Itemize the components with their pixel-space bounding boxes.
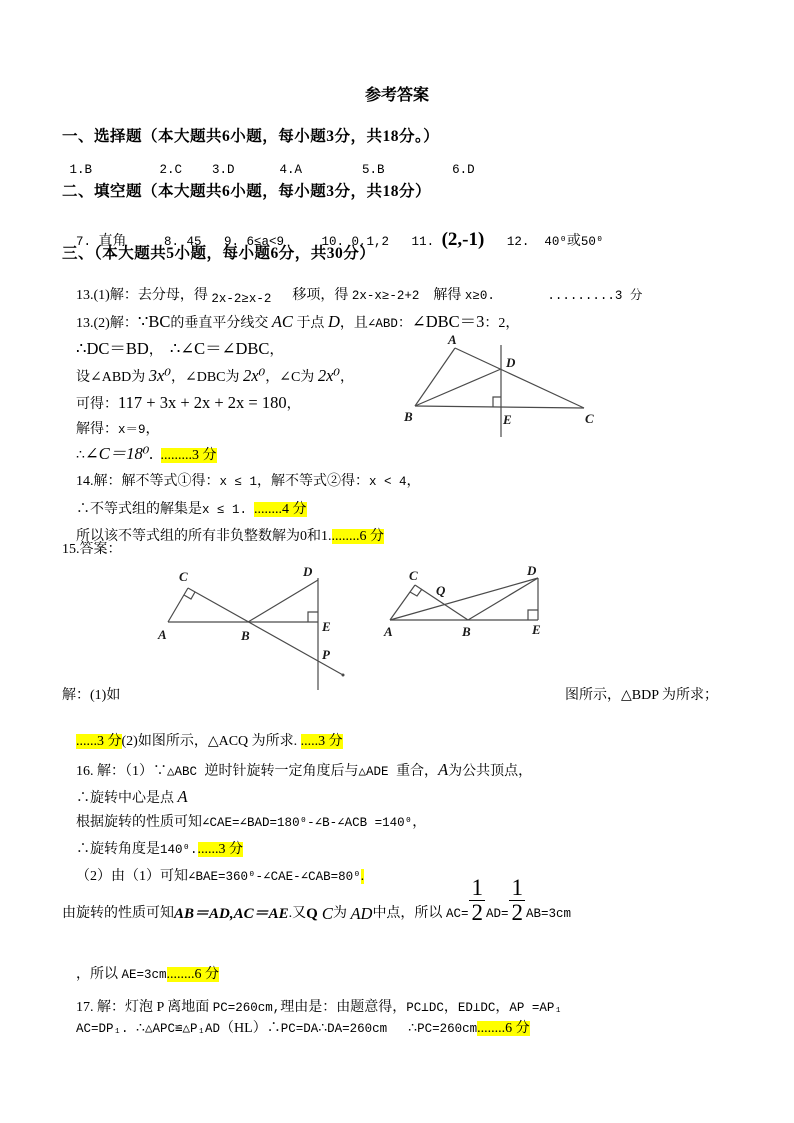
answer-15-sol-left: 解：(1)如 bbox=[62, 688, 121, 703]
score-highlight-16b: ........6 分 bbox=[166, 967, 220, 982]
figure-15-left bbox=[138, 563, 358, 698]
score-highlight-16a: ......3 分 bbox=[197, 842, 244, 857]
vertex-label-e: E bbox=[503, 412, 512, 427]
vertex-label-b: B bbox=[462, 624, 471, 639]
score-highlight-14a: ........4 分 bbox=[254, 502, 307, 517]
answer-14-line2: ∴不等式组的解集是x ≤ 1. ........4 分 bbox=[76, 502, 307, 517]
answer-13-2-line6: ∴∠C＝18⁰. .........3 分 bbox=[76, 444, 217, 463]
vertex-label-c: C bbox=[409, 568, 418, 583]
vertex-label-c: C bbox=[179, 569, 188, 584]
answer-15-line2: ......3 分(2)如图所示，△ACQ 为所求. .....3 分 bbox=[76, 734, 343, 749]
answer-13-2-line5: 解得：x＝9， bbox=[76, 422, 160, 437]
vertex-label-b: B bbox=[241, 628, 250, 643]
page-title: 参考答案 bbox=[364, 87, 429, 104]
vertex-label-q: Q bbox=[436, 583, 446, 598]
vertex-label-d: D bbox=[527, 563, 537, 578]
vertex-label-c: C bbox=[585, 411, 594, 426]
vertex-label-a: A bbox=[448, 332, 457, 347]
vertex-label-a: A bbox=[158, 627, 167, 642]
fraction-one-half: $\frac{1}{2}$ bbox=[471, 875, 483, 925]
answer-17-line1: 17. 解：灯泡 P 离地面 PC=260cm,理由是：由题意得，PC⊥DC，ED⊥DC，AP =AP₁ bbox=[76, 1000, 562, 1015]
section1-header: 一、选择题（本大题共6小题，每小题3分，共18分。） bbox=[62, 128, 440, 145]
vertex-label-d: D bbox=[303, 564, 313, 579]
answer-11-bold: (2,-1) bbox=[441, 229, 485, 250]
answer-13-1-line: 13.(1)解：去分母，得 2x-2≥x-2 移项，得 2x-x≥-2+2 解得 x≥0. .........3 分 bbox=[76, 288, 643, 306]
answer-15-sol-right: 图所示，△BDP 为所求； bbox=[565, 688, 718, 703]
answer-14-line1: 14.解：解不等式①得：x ≤ 1，解不等式②得：x < 4， bbox=[76, 474, 421, 489]
vertex-label-b: B bbox=[404, 409, 413, 424]
section3-header: 三、（本大题共5小题，每小题6分，共30分） bbox=[62, 245, 376, 262]
answer-13-2-line3: 设∠ABD为 3x⁰，∠DBC为 2x⁰，∠C为 2x⁰， bbox=[76, 366, 355, 385]
answer-16-line5: （2）由（1）可知∠BAE=360⁰-∠CAE-∠CAB=80⁰. bbox=[76, 869, 365, 884]
choice-answers-line: 1.B 2.C 3.D 4.A 5.B 6.D bbox=[62, 163, 475, 177]
answer-13-2-line2: ∴DC＝BD， ∴∠C＝∠DBC， bbox=[76, 339, 284, 358]
answer-14-line3: 所以该不等式组的所有非负整数解为0和1.........6 分 bbox=[76, 529, 384, 544]
fraction-one-half: $\frac{1}{2}$ bbox=[511, 875, 523, 925]
figure-13-2-triangle bbox=[388, 332, 638, 447]
blank-answers-line: 7. 直角 8. 45 9. 6≤a<9 10. 0,1,2 11. (2,-1) 12. 40⁰或50⁰ bbox=[76, 229, 604, 250]
answer-15-head: 15.答案： bbox=[62, 542, 122, 557]
section2-header: 二、填空题（本大题共6小题，每小题3分，共18分） bbox=[62, 183, 432, 200]
answer-16-line6-with-fractions: 由旋转的性质可知 AB＝AD,AC＝AE .又 Q C 为 AD 中点，所以 AC= $\frac{1}{2}$ AD= $\frac{1}{2}$ AB=3cm bbox=[62, 875, 571, 925]
vertex-label-a: A bbox=[384, 624, 393, 639]
vertex-label-d: D bbox=[506, 355, 516, 370]
answer-16-line2: ∴旋转中心是点 A bbox=[76, 787, 188, 806]
vertex-label-p: P bbox=[322, 647, 330, 662]
answer-13-2-line1: 13.(2)解：∵BC的垂直平分线交 AC 于点 D，且∠ABD：∠DBC＝3：2， bbox=[76, 312, 520, 331]
answer-16-line7: ，所以 AE=3cm........6 分 bbox=[76, 967, 220, 982]
score-highlight-17: ........6 分 bbox=[477, 1021, 530, 1036]
right-angle-mark bbox=[493, 397, 501, 407]
right-angle-mark bbox=[308, 612, 318, 622]
score-highlight-15b: .....3 分 bbox=[300, 734, 343, 749]
right-angle-mark bbox=[528, 610, 538, 620]
vertex-label-e: E bbox=[322, 619, 331, 634]
figure-15-right bbox=[378, 563, 553, 653]
answer-13-2-line4: 可得：117 + 3x + 2x + 2x = 180， bbox=[76, 393, 301, 412]
answer-16-line3: 根据旋转的性质可知∠CAE=∠BAD=180⁰-∠B-∠ACB =140⁰， bbox=[76, 815, 427, 830]
score-highlight-14b: ........6 分 bbox=[331, 529, 384, 544]
answer-16-line1: 16. 解：（1）∵△ABC 逆时针旋转一定角度后与△ADE 重合，A为公共顶点， bbox=[76, 760, 533, 779]
score-highlight-13-2: .........3 分 bbox=[160, 448, 217, 463]
answer-16-line4: ∴旋转角度是140⁰.......3 分 bbox=[76, 842, 244, 857]
period-highlight-16: . bbox=[360, 869, 365, 884]
vertex-label-e: E bbox=[532, 622, 541, 637]
answer-17-line2: AC=DP₁. ∴△APC≌△P₁AD（HL）∴PC=DA∴DA=260cm ∴PC=260cm........6 分 bbox=[76, 1021, 530, 1036]
score-highlight-15a: ......3 分 bbox=[76, 734, 122, 749]
